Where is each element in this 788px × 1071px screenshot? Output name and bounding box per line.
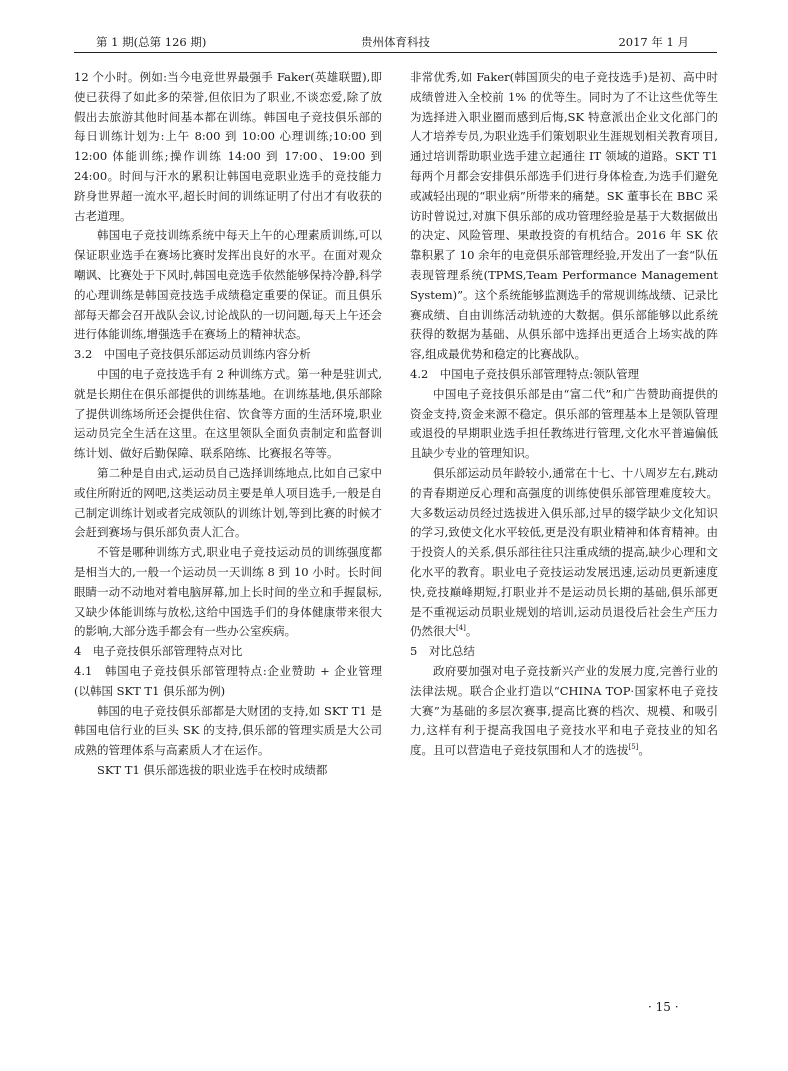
journal-title: 贵州体育科技 — [361, 35, 430, 49]
citation-ref[interactable]: [4] — [456, 624, 466, 633]
paragraph: SKT T1 俱乐部选拔的职业选手在校时成绩都 — [97, 762, 328, 777]
paragraph: 12 个小时。例如:当今电竞世界最强手 Faker(英雄联盟),即使已获得了如此多的荣誉,但依旧为了职业,不谈恋爱,除了放假出去旅游其他时间基本都在训练。韩国电子竞技俱乐部的每日训练计划为:上午 8:00 到 10:00 心理训练;10:00 到 12:00 体能训练;操作训练 14:00 到 17:00、19:00 到 24:00。时间与汗水的累积让韩国电竞职业选手的竞技能力跻身世界超一流水平,超长时间的训练证明了付出才有收获的古老道理。 — [74, 70, 382, 223]
issue-label: 第 1 期(总第 126 期) — [96, 35, 207, 49]
paragraph: 韩国的电子竞技俱乐部都是大财团的支持,如 SKT T1 是韩国电信行业的巨头 SK 的支持,俱乐部的管理实质是大公司成熟的管理体系与高素质人才在运作。 — [74, 703, 382, 758]
right-column — [410, 68, 718, 761]
paragraph: 韩国电子竞技训练系统中每天上午的心理素质训练,可以保证职业选手在赛场比赛时发挥出良好的水平。在面对观众嘲讽、比赛处于下风时,韩国电竞选手依然能够保持冷静,科学的心理训练是韩国竞技选手成绩稳定重要的保证。而且俱乐部每天都会召开战队会议,讨论战队的一切问题,每天上午还会进行体能训练,增强选手在赛场上的精神状态。 — [74, 228, 382, 342]
paragraph — [410, 464, 718, 642]
page-number: · 15 · — [648, 1000, 679, 1014]
paragraph-text: 政府要加强对电子竞技新兴产业的发展力度,完善行业的法律法规。联合企业打造以“CHINA TOP·国家杯电子竞技大赛”为基础的多层次赛事,提高比赛的档次、规模、和吸引力,这样有利于提高我国电子竞技水平和电子竞技业的知名度。且可以营造电子竞技氛围和人才的选拔 — [410, 663, 718, 758]
paragraph: 中国电子竞技俱乐部是由“富二代”和广告赞助商提供的资金支持,资金来源不稳定。俱乐部的管理基本上是领队管理或退役的早期职业选手担任教练进行管理,文化水平普遍偏低且缺少专业的管理知识。 — [410, 386, 718, 461]
paragraph: 中国的电子竞技选手有 2 种训练方式。第一种是驻训式,就是长期住在俱乐部提供的训练基地。在训练基地,俱乐部除了提供训练场所还会提供住宿、饮食等方面的生活环境,职业运动员完全生活在这里。在这里领队全面负责制定和监督训练计划、做好后勤保障、联系陪练、比赛报名等等。 — [74, 366, 382, 461]
citation-ref[interactable]: [5] — [628, 743, 639, 752]
publication-date: 2017 年 1 月 — [618, 35, 689, 49]
paragraph-text: 俱乐部运动员年龄较小,通常在十七、十八周岁左右,跳动的青春期逆反心理和高强度的训练使俱乐部管理难度较大。大多数运动员经过选拔进入俱乐部,过早的辍学缺少文化知识的学习,致使文化水平较低,更是没有职业精神和体育精神。由于投资人的关系,俱乐部往往只注重成绩的提高,缺少心理和文化水平的教育。职业电子竞技运动发展迅速,运动员更新速度快,竞技巅峰期短,打职业并不是运动员长期的基础,俱乐部更是不重视运动员职业规划的培训,运动员退役后社会生产压力仍然很大 — [410, 465, 718, 639]
running-header — [74, 30, 717, 53]
left-column — [74, 68, 382, 781]
section-heading-4-2: 4.2 中国电子竞技俱乐部管理特点:领队管理 — [410, 366, 640, 381]
paragraph: 非常优秀,如 Faker(韩国顶尖的电子竞技选手)是初、高中时成绩曾进入全校前 1% 的优等生。同时为了不让这些优等生为选择进入职业圈而感到后悔,SK 特意派出企业文化部门的人才培养专员,为职业选手们策划职业生涯规划相关教育项目,通过培训帮助职业选手建立起通往 IT 领域的道路。SKT T1 每两个月都会安排俱乐部选手们进行身体检查,为选手们避免或减轻出现的“职业病”所带来的痛楚。SK 董事长在 BBC 采访时曾说过,对旗下俱乐部的成功管理经验是基于大数据做出的决定、风险管理、果敢投资的有机结合。2016 年 SK 依靠积累了 10 余年的电竞俱乐部管理经验,开发出了一套“队伍表现管理系统(TPMS,Team Performance Management System)”。这个系统能够监测选手的常规训练战绩、记录比赛成绩、自由训练活动轨迹的大数据。俱乐部能够以此系统获得的数据为基础、从俱乐部中选择出更适合上场实战的阵容,组成最优势和稳定的比赛战队。 — [410, 70, 718, 362]
section-heading-4: 4 电子竞技俱乐部管理特点对比 — [74, 644, 243, 659]
paragraph: 第二种是自由式,运动员自己选择训练地点,比如自己家中或住所附近的网吧,这类运动员主要是单人项目选手,一般是自己制定训练计划或者完成领队的训练计划,等到比赛的时候才会赶到赛场与俱乐部负责人汇合。 — [74, 465, 382, 540]
section-heading-3-2: 3.2 中国电子竞技俱乐部运动员训练内容分析 — [74, 347, 311, 362]
paragraph-end: 。 — [465, 624, 478, 639]
paragraph: 不管是哪种训练方式,职业电子竞技运动员的训练强度都是相当大的,一般一个运动员一天训练 8 到 10 小时。长时间眼睛一动不动地对着电脑屏幕,加上长时间的坐立和手握鼠标,又缺少体能训练与放松,这给中国选手们的身体健康带来很大的影响,大部分选手都会有一些办公室疾病。 — [74, 545, 382, 639]
paragraph — [410, 662, 718, 761]
section-heading-4-1: 4.1 韩国电子竞技俱乐部管理特点:企业赞助 + 企业管理(以韩国 SKT T1 俱乐部为例) — [74, 663, 382, 698]
paragraph-end: 。 — [638, 743, 650, 758]
section-heading-5: 5 对比总结 — [410, 644, 475, 659]
